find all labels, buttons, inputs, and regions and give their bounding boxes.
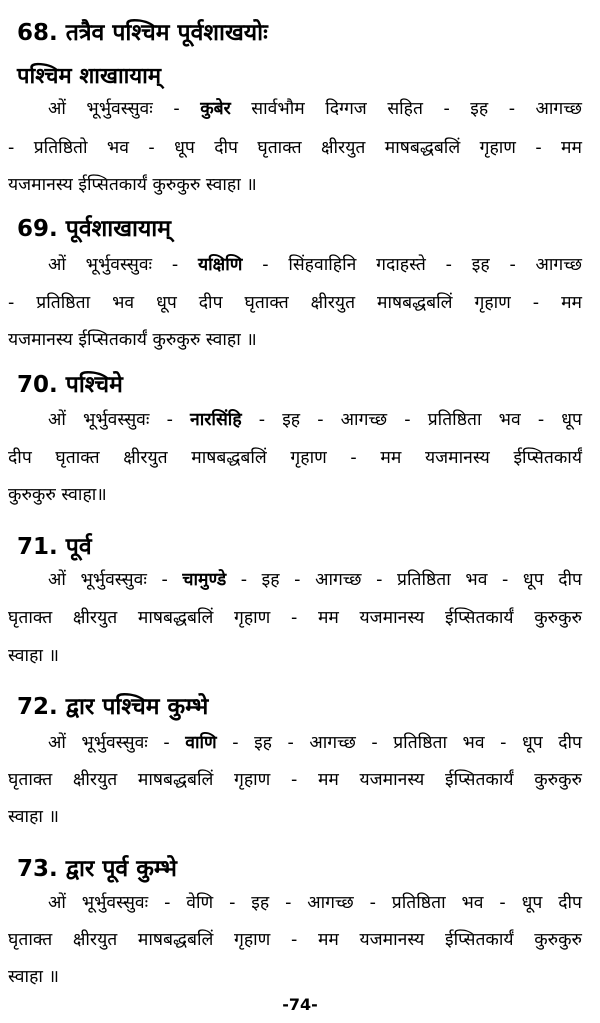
section-72-line-2: घृताक्त क्षीरयुत माषबद्धबलिं गृहाण - मम यजमानस्य ईप्सितकार्यं कुरुकुरु (8, 770, 582, 790)
section-69-heading: 69. पूर्वशाखायाम् (17, 216, 172, 242)
invocation-text: - इह - आगच्छ - प्रतिष्ठिता भव - धूप दीप (226, 570, 582, 590)
section-71-line-2: घृताक्त क्षीरयुत माषबद्धबलिं गृहाण - मम यजमानस्य ईप्सितकार्यं कुरुकुरु (8, 608, 582, 628)
deity-name: यक्षिणि (198, 255, 243, 275)
section-72-heading: 72. द्वार पश्चिम कुम्भे (17, 694, 209, 720)
section-70-line-3: कुरुकुरु स्वाहा॥ (8, 485, 107, 505)
section-68-subheading: पश्चिम शाखाायाम् (17, 64, 161, 89)
section-68-heading: 68. तत्रैव पश्चिम पूर्वशाखयोः (17, 20, 268, 46)
deity-name: चामुण्डे (182, 570, 227, 590)
section-73-line-1: ओं भूर्भुवस्सुवः - वेणि - इह - आगच्छ - प्रतिष्ठिता भव - धूप दीप (48, 893, 582, 913)
invocation-text: ओं भूर्भुवस्सुवः - (48, 733, 186, 753)
section-71-heading: 71. पूर्व (17, 534, 92, 560)
section-70-heading: 70. पश्चिमे (17, 372, 123, 398)
invocation-text: - सिंहवाहिनि गदाहस्ते - इह - आगच्छ (242, 255, 582, 275)
section-70-line-2: दीप घृताक्त क्षीरयुत माषबद्धबलिं गृहाण - मम यजमानस्य ईप्सितकार्यं (8, 448, 582, 468)
section-69-line-2: - प्रतिष्ठिता भव धूप दीप घृताक्त क्षीरयुत माषबद्धबलिं गृहाण - मम (8, 293, 582, 313)
section-71-line-3: स्वाहा ॥ (8, 646, 59, 666)
section-70-line-1 (48, 406, 582, 434)
invocation-text: - इह - आगच्छ - प्रतिष्ठिता भव - धूप दीप (216, 733, 582, 753)
section-72-line-1 (48, 729, 582, 757)
invocation-text: ओं भूर्भुवस्सुवः - (48, 255, 198, 275)
section-73-line-2: घृताक्त क्षीरयुत माषबद्धबलिं गृहाण - मम यजमानस्य ईप्सितकार्यं कुरुकुरु (8, 930, 582, 950)
section-69-line-3: यजमानस्य ईप्सितकार्यं कुरुकुरु स्वाहा ॥ (8, 330, 257, 350)
section-72-line-3: स्वाहा ॥ (8, 807, 59, 827)
invocation-text: ओं भूर्भुवस्सुवः - (48, 570, 183, 590)
deity-name: नारसिंहि (190, 410, 242, 430)
invocation-text: - इह - आगच्छ - प्रतिष्ठिता भव - धूप (241, 410, 582, 430)
deity-name: वाणि (185, 733, 217, 753)
invocation-text: ओं भूर्भुवस्सुवः - (48, 410, 191, 430)
section-68-line-2: - प्रतिष्ठितो भव - धूप दीप घृताक्त क्षीरयुत माषबद्धबलिं गृहाण - मम (8, 138, 582, 158)
section-73-heading: 73. द्वार पूर्व कुम्भे (17, 856, 177, 882)
page-number: -74- (282, 995, 318, 1014)
section-73-line-3: स्वाहा ॥ (8, 967, 59, 987)
invocation-text: सार्वभौम दिग्गज सहित - इह - आगच्छ (230, 99, 582, 119)
section-71-line-1 (48, 566, 582, 594)
section-69-line-1 (48, 251, 582, 279)
deity-name: कुबेर (200, 99, 231, 119)
section-68-line-3: यजमानस्य ईप्सितकार्यं कुरुकुरु स्वाहा ॥ (8, 175, 257, 195)
section-68-line-1 (48, 95, 582, 123)
invocation-text: ओं भूर्भुवस्सुवः - (48, 99, 201, 119)
